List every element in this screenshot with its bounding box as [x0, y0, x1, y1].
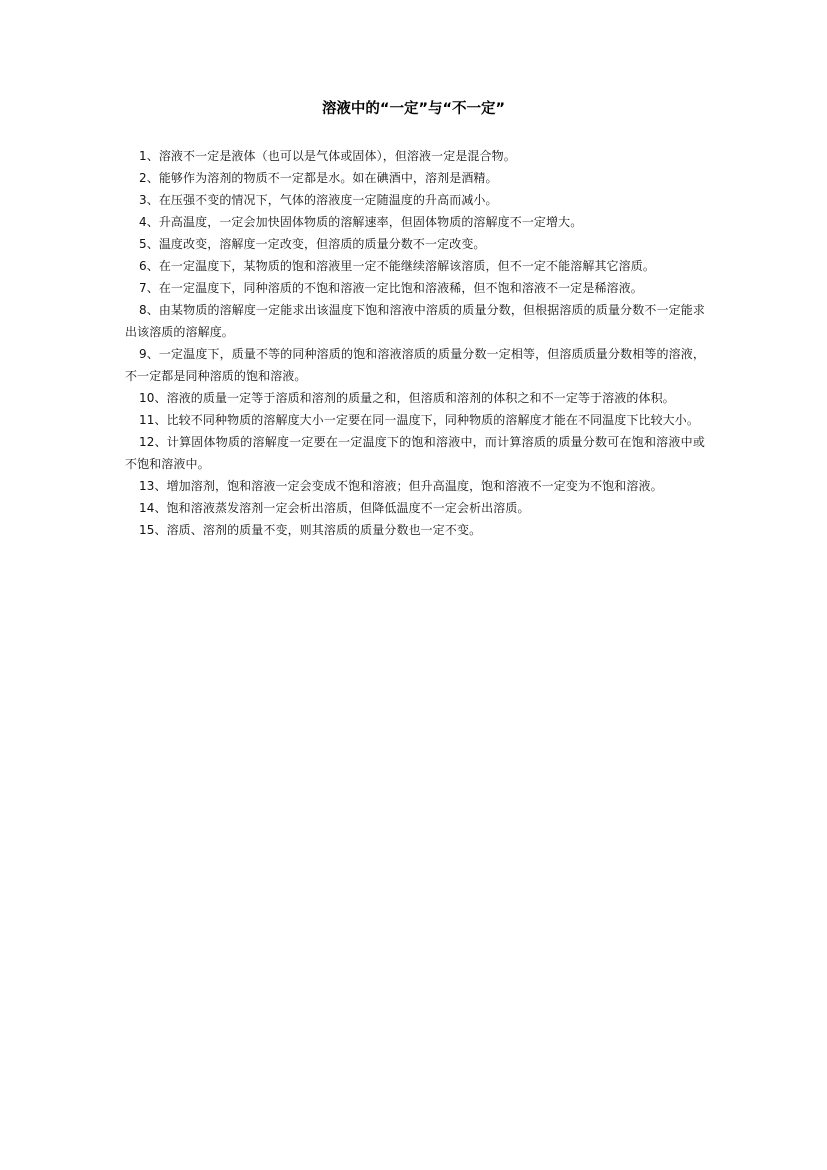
statement-item-3: 3、在压强不变的情况下，气体的溶液度一定随温度的升高而减小。: [139, 193, 498, 207]
statement-list: [125, 145, 705, 541]
statement-item-2: 2、能够作为溶剂的物质不一定都是水。如在碘酒中，溶剂是酒精。: [139, 171, 498, 185]
statement-item-8: 8、由某物质的溶解度一定能求出该温度下饱和溶液中溶质的质量分数，但根据溶质的质量分数不一定能求出该溶质的溶解度。: [125, 303, 705, 339]
statement-item-15: 15、溶质、溶剂的质量不变，则其溶质的质量分数也一定不变。: [139, 523, 482, 537]
statement-item-4: 4、升高温度，一定会加快固体物质的溶解速率，但固体物质的溶解度不一定增大。: [139, 215, 583, 229]
statement-item-6: 6、在一定温度下，某物质的饱和溶液里一定不能继续溶解该溶质，但不一定不能溶解其它溶质。: [139, 259, 655, 273]
statement-item-10: 10、溶液的质量一定等于溶质和溶剂的质量之和，但溶质和溶剂的体积之和不一定等于溶液的体积。: [139, 391, 675, 405]
statement-item-1: 1、溶液不一定是液体（也可以是气体或固体），但溶液一定是混合物。: [139, 149, 516, 163]
statement-item-11: 11、比较不同种物质的溶解度大小一定要在同一温度下，同种物质的溶解度才能在不同温度下比较大小。: [139, 413, 699, 427]
statement-item-5: 5、温度改变，溶解度一定改变，但溶质的质量分数不一定改变。: [139, 237, 486, 251]
statement-item-9: 9、一定温度下，质量不等的同种溶质的饱和溶液溶质的质量分数一定相等，但溶质质量分数相等的溶液，不一定都是同种溶质的饱和溶液。: [125, 347, 705, 383]
statement-item-14: 14、饱和溶液蒸发溶剂一定会析出溶质，但降低温度不一定会析出溶质。: [139, 501, 530, 515]
document-title: 溶液中的“一定”与“不一定”: [321, 101, 506, 117]
statement-item-13: 13、增加溶剂，饱和溶液一定会变成不饱和溶液；但升高温度，饱和溶液不一定变为不饱和溶液。: [139, 479, 663, 493]
statement-item-12: 12、计算固体物质的溶解度一定要在一定温度下的饱和溶液中，而计算溶质的质量分数可在饱和溶液中或不饱和溶液中。: [125, 435, 705, 471]
statement-item-7: 7、在一定温度下，同种溶质的不饱和溶液一定比饱和溶液稀，但不饱和溶液不一定是稀溶液。: [139, 281, 643, 295]
